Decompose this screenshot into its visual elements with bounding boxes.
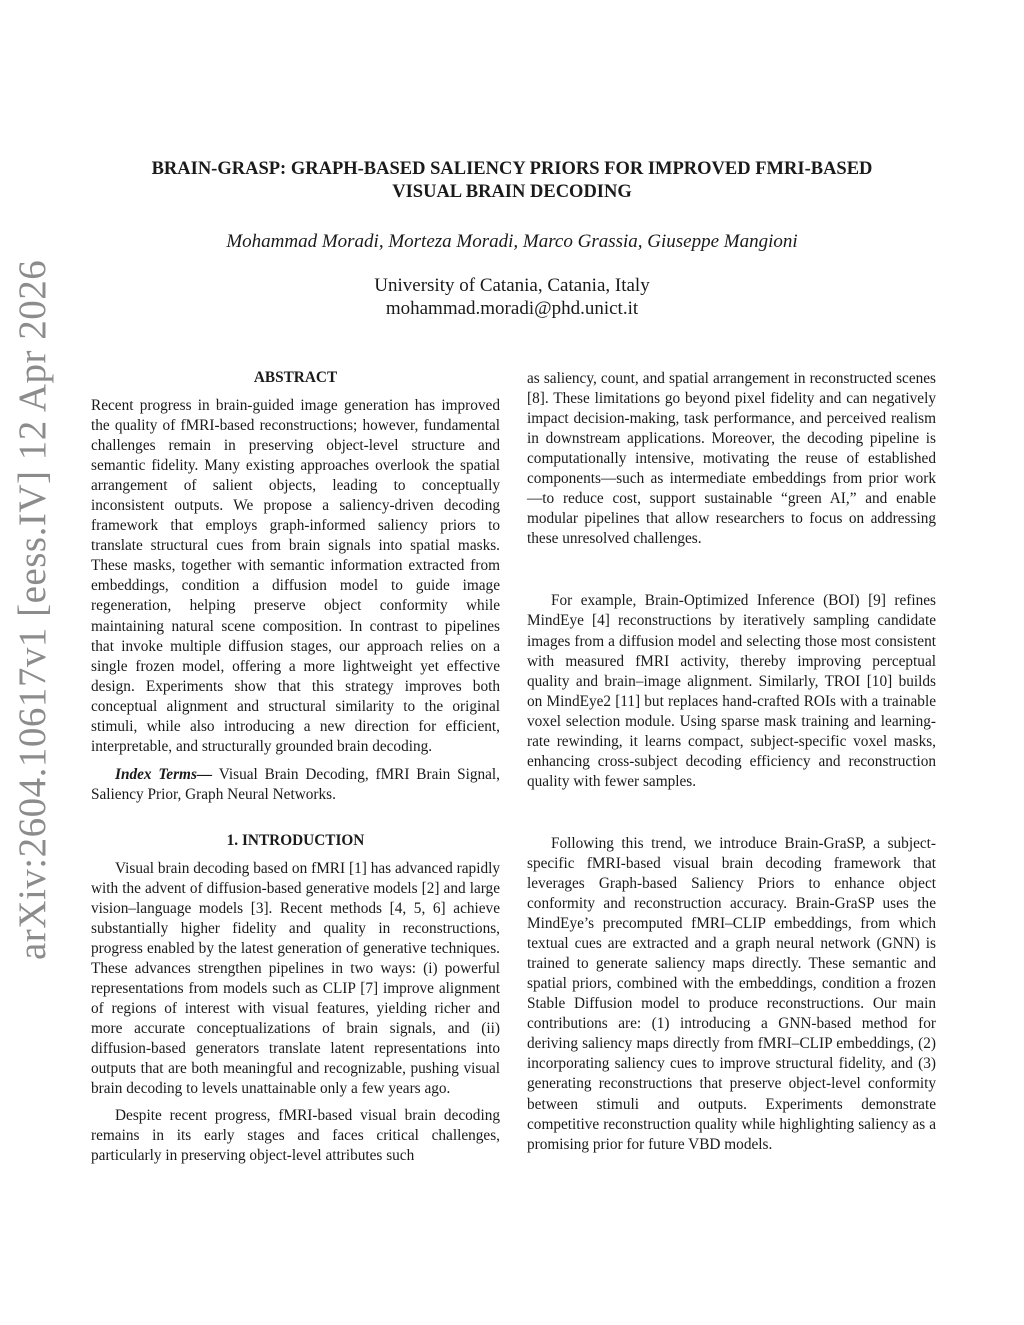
left-column xyxy=(91,368,500,1166)
author-list: Mohammad Moradi, Morteza Moradi, Marco Grassia, Giuseppe Mangioni xyxy=(226,231,798,252)
intro-paragraph-1: Visual brain decoding based on fMRI [1] has advanced rapidly with the advent of diffusion-based generative models [2] and large vision–language models [3]. Recent methods [4, 5, 6] achieve substantially higher fidelity and quality in reconstructions, progress enabled by the latest generation of generative techniques. These advances strengthen pipelines in two ways: (i) powerful representations from models such as CLIP [7] improve alignment of regions of interest with visual features, yielding richer and more accurate conceptualizations of brain signals, and (ii) diffusion-based generators translate latent representations into outputs that are both meaningful and recognizable, pushing visual brain decoding to levels unattainable only a few years ago. xyxy=(91,859,500,1098)
contact-email: mohammad.moradi@phd.unict.it xyxy=(385,298,639,319)
index-terms xyxy=(91,765,500,805)
paper-title xyxy=(90,158,934,204)
title-line-2: VISUAL BRAIN DECODING xyxy=(392,182,632,202)
abstract-text: Recent progress in brain-guided image generation has improved the quality of fMRI-based reconstructions; however, fundamental challenges remain in preserving object-level structure and semantic fidelity. Many existing approaches overlook the spatial arrangement of salient objects, leading to conceptually inconsistent outputs. We propose a saliency-driven decoding framework that employs graph-informed saliency priors to translate structural cues from brain signals into spatial masks. These masks, together with semantic information extracted from embeddings, condition a diffusion model to guide image regeneration, helping preserve object conformity while maintaining natural scene composition. In contrast to pipelines that invoke multiple diffusion stages, our approach relies on a single frozen model, offering a more lightweight yet effective design. Experiments show that this strategy improves both conceptual alignment and structural similarity to the original stimuli, while also introducing a new direction for efficient, interpretable, and structurally grounded brain decoding. xyxy=(91,397,500,755)
abstract-heading: ABSTRACT xyxy=(253,369,338,386)
intro-paragraph-2-part-2: as saliency, count, and spatial arrangement in reconstructed scenes [8]. These limitations go beyond pixel fidelity and can negatively impact decision-making, task performance, and perceived realism in downstream applications. Moreover, the decoding pipeline is computationally intensive, motivating the reuse of established components—such as intermediate embeddings from prior work—to reduce cost, support sustainable “green AI,” and enable modular pipelines that allow researchers to focus on addressing these unresolved challenges. xyxy=(527,370,936,548)
introduction-heading: 1. INTRODUCTION xyxy=(226,831,365,849)
affiliation: University of Catania, Catania, Italy xyxy=(374,275,650,296)
right-column xyxy=(527,369,936,1155)
arxiv-identifier-stamp: arXiv:2604.10617v1 [eess.IV] 12 Apr 2026 xyxy=(11,259,54,960)
index-terms-label: Index Terms— xyxy=(115,765,213,783)
intro-paragraph-2-part-1: Despite recent progress, fMRI-based visual brain decoding remains in its early stages and faces critical challenges, particularly in preserving object-level attributes such xyxy=(91,1106,500,1164)
intro-paragraph-4: Following this trend, we introduce Brain-GraSP, a subject-specific fMRI-based visual brain decoding framework that leverages Graph-based Saliency Priors to enhance object conformity and reconstruction accuracy. Brain-GraSP uses the MindEye’s precomputed fMRI–CLIP embeddings, from which textual cues are extracted and a graph neural network (GNN) is trained to generate saliency maps directly. These semantic and spatial priors, combined with the embeddings, condition a frozen Stable Diffusion model to produce reconstructions. Our main contributions are: (1) introducing a GNN-based method for deriving saliency maps directly from fMRI–CLIP embeddings, (2) incorporating saliency cues to improve structural fidelity, and (3) generating reconstructions that preserve object-level conformity between stimuli and outputs. Experiments demonstrate competitive reconstruction quality while highlighting saliency as a promising prior for future VBD models. xyxy=(527,834,936,1153)
intro-paragraph-3: For example, Brain-Optimized Inference (BOI) [9] refines MindEye [4] reconstructions by iteratively sampling candidate images from a diffusion model and selecting those most consistent with measured fMRI activity, thereby improving perceptual quality and brain–image alignment. Similarly, TROI [10] builds on MindEye2 [11] but replaces hand-crafted ROIs with a trainable voxel selection module. Using sparse mask training and learning-rate rewinding, it learns compact, subject-specific voxel masks, enhancing cross-subject decoding efficiency and reconstruction quality with fewer samples. xyxy=(527,592,936,790)
paper-header xyxy=(90,158,934,320)
index-terms-text: Visual Brain Decoding, fMRI Brain Signal, Saliency Prior, Graph Neural Networks. xyxy=(91,765,500,803)
title-line-1: BRAIN-GRASP: GRAPH-BASED SALIENCY PRIORS FOR IMPROVED FMRI-BASED xyxy=(151,159,873,179)
